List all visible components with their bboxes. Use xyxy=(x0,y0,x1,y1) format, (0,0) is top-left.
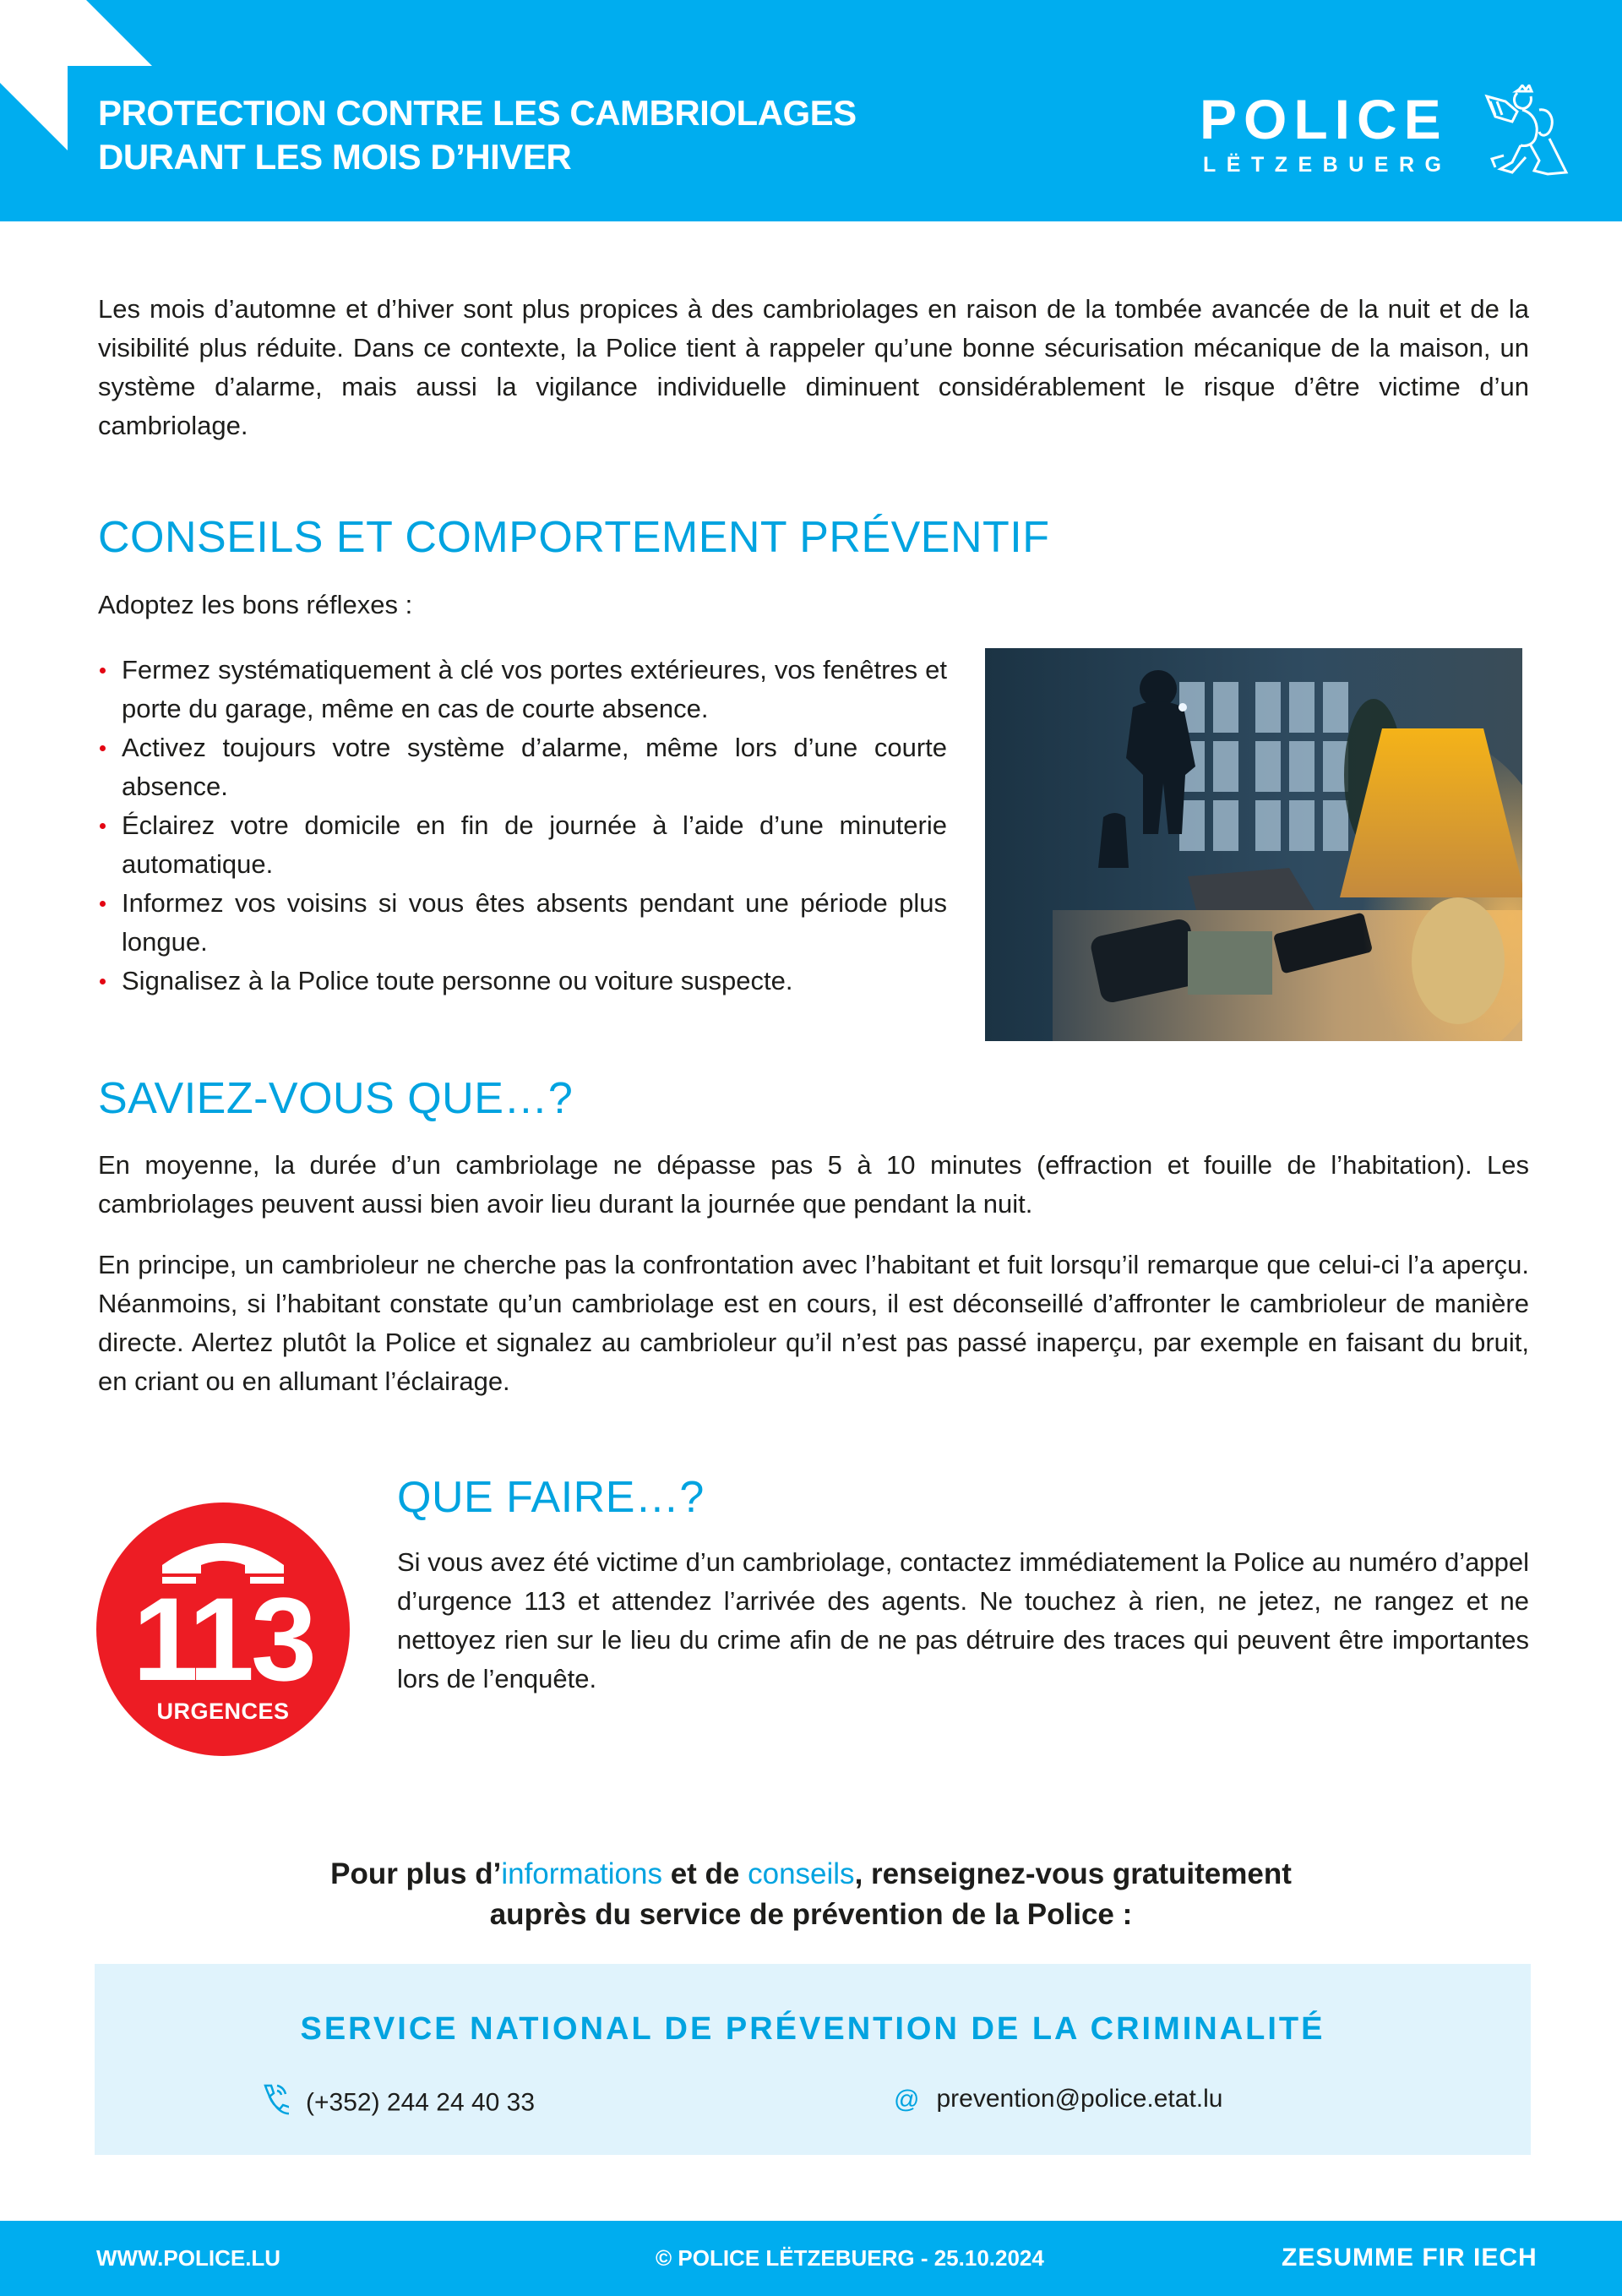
intro-paragraph: Les mois d’automne et d’hiver sont plus propices à des cambriolages en raison de la tombée avancée de la nuit et de la visibilité plus réduite. Dans ce contexte, la Police tient à rappeler qu’une bonne sécurisation mécanique de la maison, un système d’alarme, mais aussi la vigilance individuelle diminuent considérablement le risque d’être victime d’un cambriolage. xyxy=(98,294,1529,440)
logo-letzebuerg-text: LËTZEBUERG xyxy=(1203,153,1452,177)
page-title-line1: PROTECTION CONTRE LES CAMBRIOLAGES xyxy=(98,93,857,133)
more-info-text-3: , renseignez-vous gratuitement xyxy=(854,1857,1292,1890)
header-banner xyxy=(0,0,1622,221)
bullet-icon xyxy=(100,979,106,984)
footer-slogan: ZESUMME FIR IECH xyxy=(1282,2244,1538,2271)
section-heading-saviez: SAVIEZ-VOUS QUE…? xyxy=(98,1074,574,1123)
page-title-line2: DURANT LES MOIS D’HIVER xyxy=(98,137,572,177)
page-title xyxy=(98,91,857,179)
saviez-paragraph-2: En principe, un cambrioleur ne cherche pas la confrontation avec l’habitant et fuit lorsqu’il remarque que celui-ci l’a aperçu. Néanmoins, si l’habitant constate qu’un cambriolage est en cours, il est déconseillé d’affronter le cambrioleur de manière directe. Alertez plutôt la Police et signalez au cambrioleur qu’il n’est pas passé inaperçu, par exemple en faisant du bruit, en criant ou en allumant l’éclairage. xyxy=(98,1250,1529,1396)
more-info-text-2: et de xyxy=(661,1857,748,1890)
emergency-number: 113 xyxy=(133,1573,313,1705)
contact-email[interactable] xyxy=(894,2082,1222,2117)
contact-phone[interactable] xyxy=(260,2082,535,2125)
lion-crest-icon xyxy=(1478,85,1571,179)
footer-bar xyxy=(0,2221,1622,2296)
list-item-text: Éclairez votre domicile en fin de journée à l’aide d’une minuterie automatique. xyxy=(122,810,947,879)
saviez-paragraph-1: En moyenne, la durée d’un cambriolage ne dépasse pas 5 à 10 minutes (effraction et fouille de l’habitation). Les cambriolages peuvent aussi bien avoir lieu durant la journée que pendant la nuit. xyxy=(98,1150,1529,1219)
conseils-list xyxy=(98,651,947,1001)
police-logo xyxy=(1200,85,1580,186)
phone-icon xyxy=(260,2082,289,2125)
phone-number: (+352) 244 24 40 33 xyxy=(306,2088,536,2117)
list-item xyxy=(98,728,947,806)
list-item-text: Signalisez à la Police toute personne ou voiture suspecte. xyxy=(122,966,793,995)
list-item xyxy=(98,884,947,962)
list-item-text: Fermez systématiquement à clé vos portes extérieures, vos fenêtres et porte du garage, même en cas de courte absence. xyxy=(122,655,947,723)
service-title: SERVICE NATIONAL DE PRÉVENTION DE LA CRIMINALITÉ xyxy=(300,2011,1325,2047)
footer-website-link[interactable]: WWW.POLICE.LU xyxy=(96,2245,281,2271)
email-address: prevention@police.etat.lu xyxy=(936,2085,1223,2113)
at-icon: @ xyxy=(894,2086,920,2114)
list-item-text: Informez vos voisins si vous êtes absents pendant une période plus longue. xyxy=(122,888,947,957)
burglar-scene-illustration xyxy=(985,648,1522,1041)
bullet-icon xyxy=(100,668,106,674)
list-item xyxy=(98,806,947,884)
bullet-icon xyxy=(100,823,106,829)
more-info-line1 xyxy=(169,1854,1453,1895)
list-item xyxy=(98,651,947,728)
conseils-lead: Adoptez les bons réflexes : xyxy=(98,590,413,619)
more-info-callout xyxy=(169,1854,1453,1935)
footer-copyright: © POLICE LËTZEBUERG - 25.10.2024 xyxy=(656,2245,1044,2271)
conseils-highlight: conseils xyxy=(748,1857,855,1890)
logo-police-text: POLICE xyxy=(1200,88,1448,150)
list-item-text: Activez toujours votre système d’alarme, même lors d’une courte absence. xyxy=(122,733,947,801)
emergency-label: URGENCES xyxy=(156,1699,290,1724)
emergency-113-badge xyxy=(96,1502,350,1756)
informations-highlight: informations xyxy=(501,1857,662,1890)
more-info-text-1: Pour plus d’ xyxy=(330,1857,502,1890)
more-info-line2: auprès du service de prévention de la Police : xyxy=(489,1898,1133,1931)
quefaire-paragraph: Si vous avez été victime d’un cambriolage, contactez immédiatement la Police au numéro d’appel d’urgence 113 et attendez l’arrivée des agents. Ne touchez à rien, ne jetez, ne rangez et ne nettoyez rien sur le lieu du crime afin de ne pas détruire des traces qui peuvent être importantes lors de l’enquête. xyxy=(397,1547,1529,1693)
bullet-icon xyxy=(100,901,106,907)
service-contact-box xyxy=(95,1964,1531,2155)
bullet-icon xyxy=(100,745,106,751)
section-heading-conseils: CONSEILS ET COMPORTEMENT PRÉVENTIF xyxy=(98,513,1050,562)
burglar-photo xyxy=(985,648,1522,1041)
section-heading-quefaire: QUE FAIRE…? xyxy=(397,1473,705,1522)
list-item xyxy=(98,962,947,1001)
